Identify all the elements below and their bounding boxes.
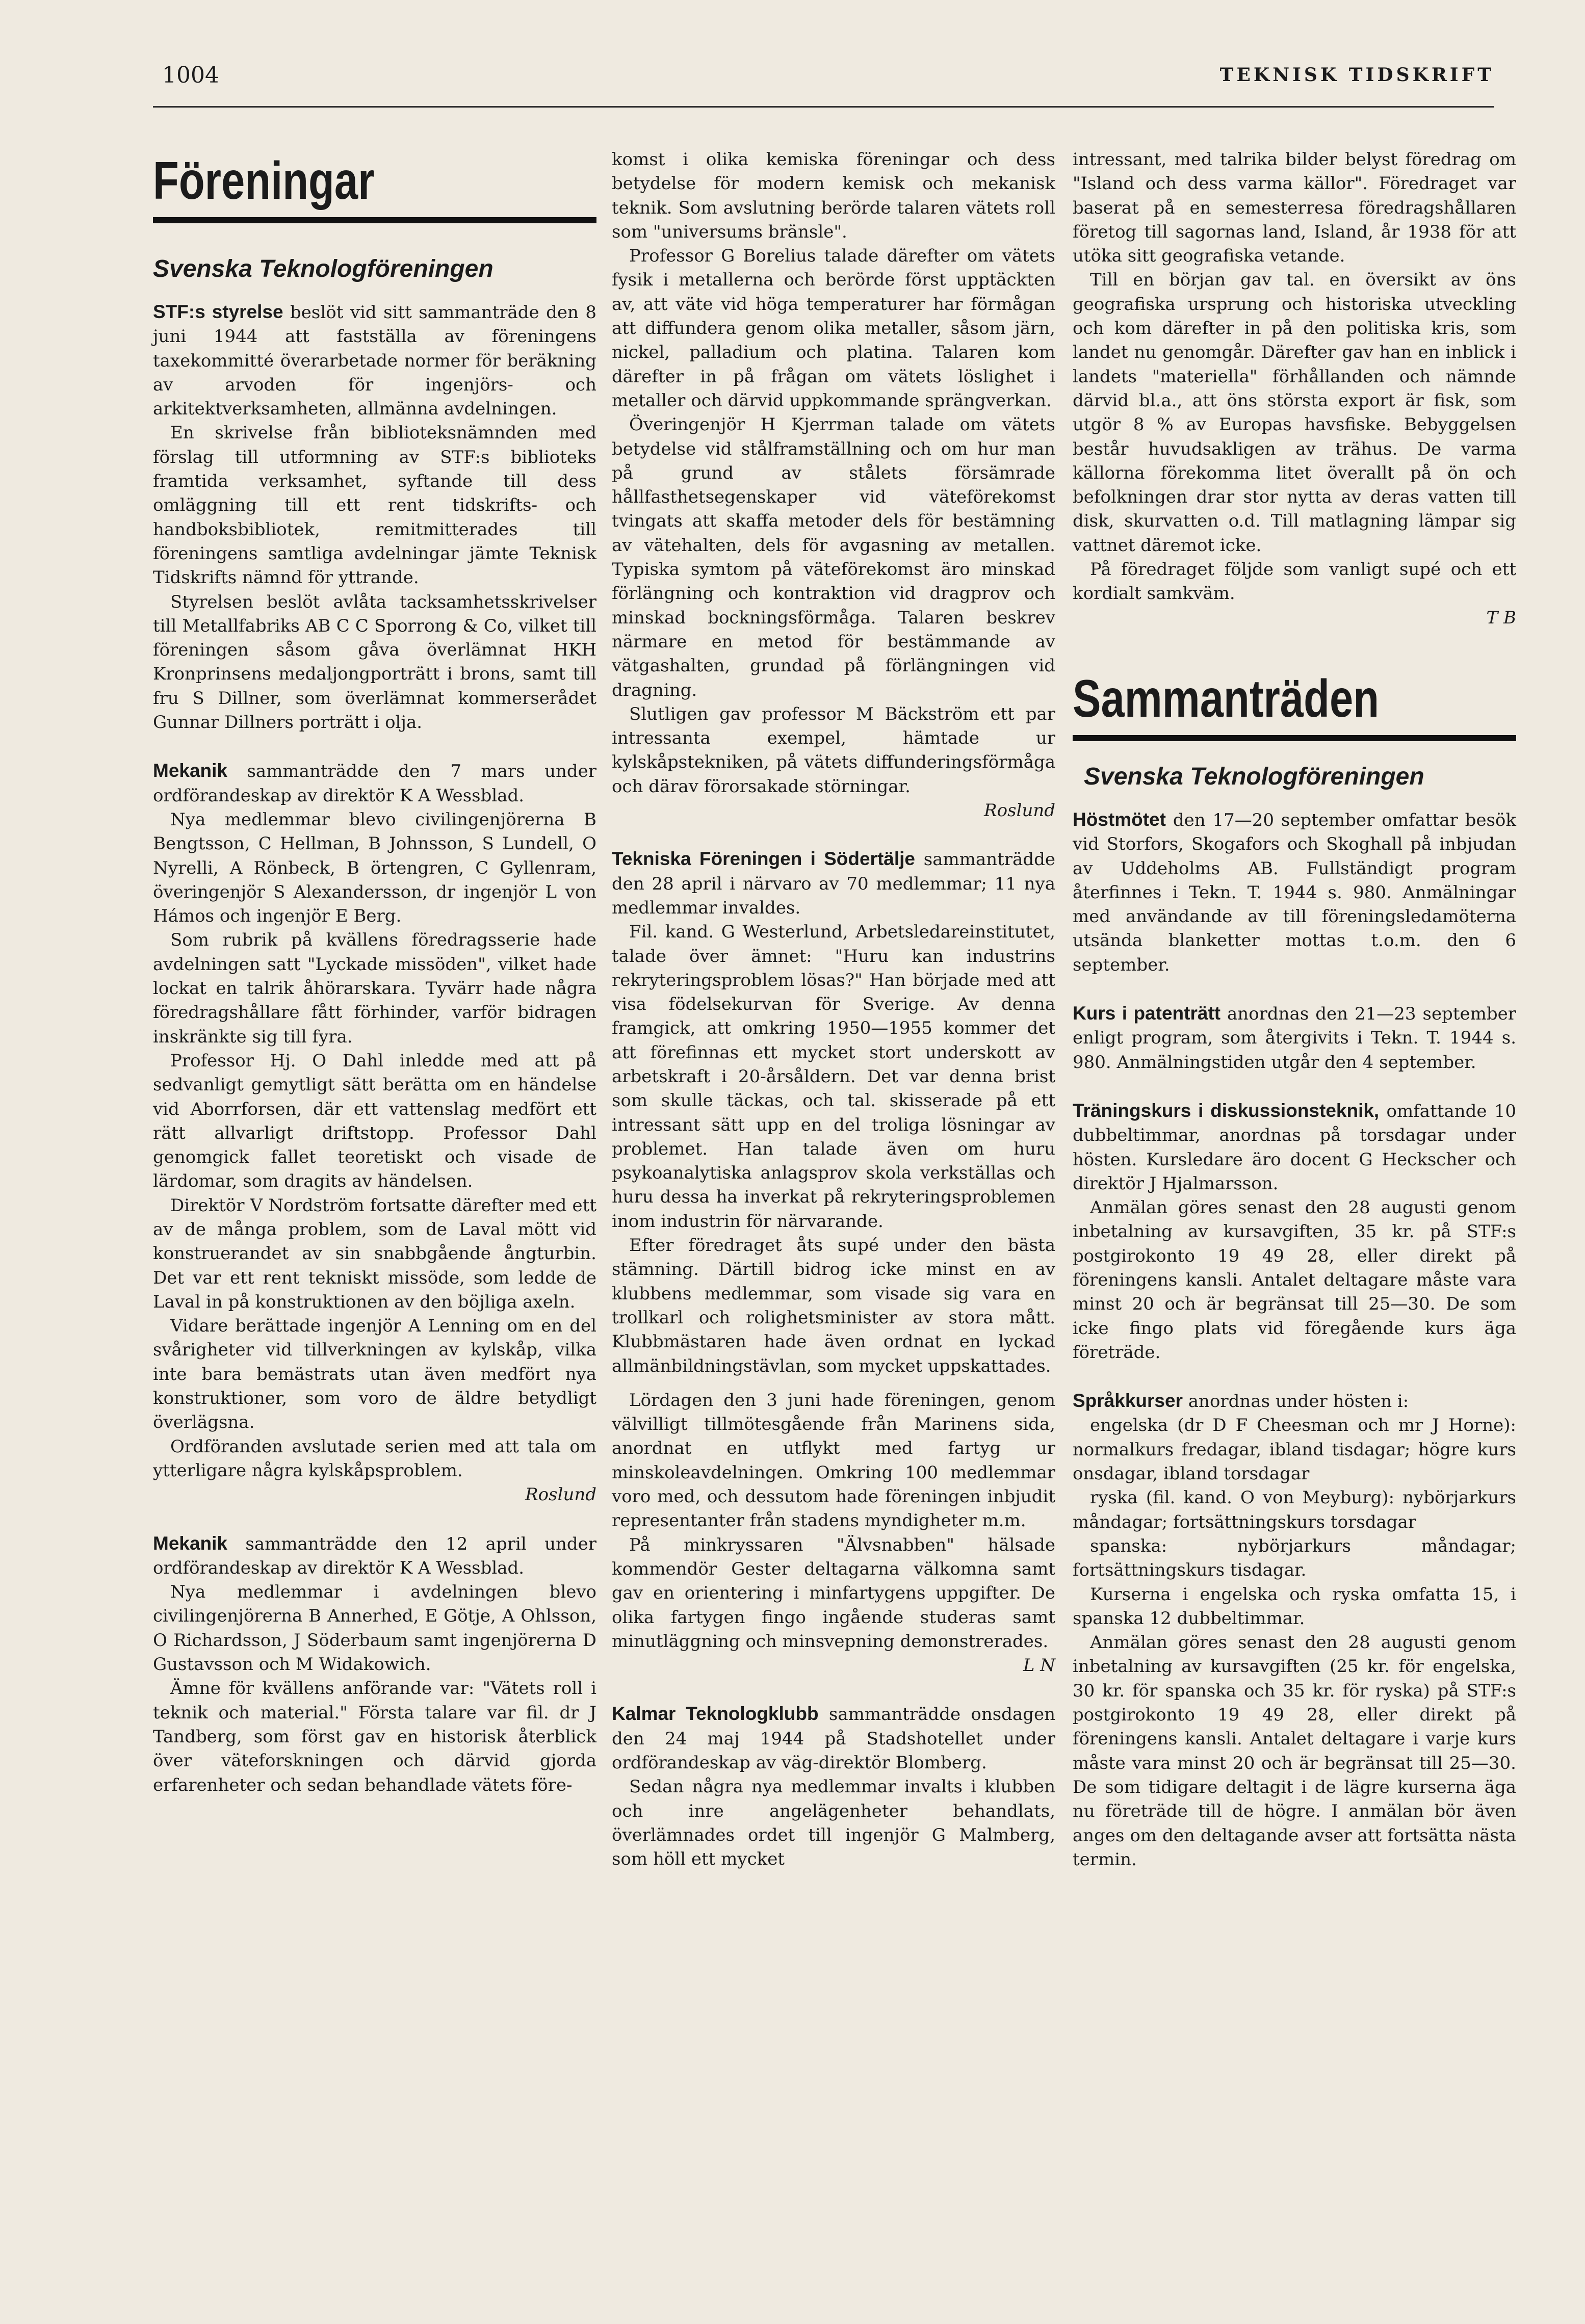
paragraph: På föredraget följde som vanligt supé och ett kordialt samkväm. [1073,559,1516,604]
paragraph: Mekanik sammanträdde den 12 april under ordförandeskap av direktör K A Wessblad. [153,1532,597,1578]
signature: T B [1486,607,1516,628]
item-heading: Mekanik [153,760,228,781]
paragraph: Direktör V Nordström fortsatte därefter med ett av de många problem, som de Laval mött vid konstruerandet av sin snabbgående ångturbin. Det var ett rent tekniskt missöde, som ledde de Laval in på konstruktionen av den böjliga axeln. [153,1195,596,1312]
paragraph: En skrivelse från biblioteksnämnden med förslag till utformning av STF:s biblioteks framtida verksamhet, syftande till dess omläggning till ett rent tidskrifts- och handboksbibliotek, remitmitterades till föreningens samtliga avdelningar jämte Teknisk Tidskrifts nämnd för yttrande. [153,423,596,588]
title-rule [1073,735,1516,741]
column-2 [612,148,1055,1871]
paragraph: Kurserna i engelska och ryska omfatta 15, i spanska 12 dubbeltimmar. [1073,1584,1516,1629]
paragraph: Kalmar Teknologklubb sammanträdde onsdagen den 24 maj 1944 på Stadshotellet under ordförandeskap av väg-direktör Blomberg. [612,1703,1055,1773]
paragraph: Fil. kand. G Westerlund, Arbetsledareinstitutet, talade över ämnet: "Huru kan industrins rekryteringsproblem lösas?" Han började med att visa födelsekurvan för Sverige. Av denna framgick, att omkring 1950—1955 kommer det att förefinnas ett mycket stort underskott av arbetskraft i 20-årsåldern. Det var denna brist som skulle täckas, och tal. skisserade på ett intressant sätt upp en del troliga lösningar av problemet. Han talade även om huru psykoanalytiska anlagsprov skola verkställas och huru dessa ha inverkat på rekryteringsproblemen inom industrin för närvarande. [612,922,1055,1232]
paragraph: Ämne för kvällens anförande var: "Vätets roll i teknik och material." Första talare var fil. dr J Tandberg, som först gav en historisk återblick över väteforskningen och därvid gjorda erfarenheter och sedan behandlade vätets före- [153,1678,596,1795]
paragraph: Nya medlemmar i avdelningen blevo civilingenjörerna B Annerhed, E Götje, A Ohlsson, O Richardsson, J Söderbaum samt ingenjörerna D Gustavsson och M Widakowich. [153,1582,596,1675]
paragraph: intressant, med talrika bilder belyst föredrag om "Island och dess varma källor". Föredraget var baserat på en semesterresa föredragshållaren företog till sagornas land, Island, år 1938 för att utöka sitt geografiska vetande. [1073,149,1516,267]
page-number: 1004 [162,62,219,88]
paragraph: Överingenjör H Kjerrman talade om vätets betydelse vid stålframställning och om hur man på grund av stålets försämrade hållfasthetsegenskaper vid väteförekomst tvingats att skaffa metoder dels för bestämning av vätehalten, dels för avgasning av metallen. Typiska symtom på väteförekomst äro minskad förlängning och kontraktion vid dragprov och minskad bockningsförmåga. Talaren beskrev närmare en metod för bestämmande av vätgashalten, grundad på förlängningen vid dragning. [612,414,1055,700]
item-heading: Kurs i patenträtt [1073,1003,1221,1024]
paragraph: På minkryssaren "Älvsnabben" hälsade kommendör Gester deltagarna välkomna samt gav en orientering i minfartygens uppgifter. De olika fartygen fingo ingående studeras samt minutläggning och minsvepning demonstrerades. [612,1534,1055,1652]
paragraph: Nya medlemmar blevo civilingenjörerna B Bengtsson, C Hellman, B Johnsson, S Lundell, O Nyrelli, A Rönbeck, B örtengren, C Gyllenram, överingenjör S Alexandersson, dr ingenjör L von Hámos och ingenjör E Berg. [153,809,596,927]
paragraph: Vidare berättade ingenjör A Lenning om en del svårigheter vid tillverkningen av kylskåp, vilka inte bara bemästrats utan även medfört nya konstruktioner, som voro de äldre betydligt överlägsna. [153,1316,596,1433]
paragraph: Mekanik sammanträdde den 7 mars under ordförandeskap av direktör K A Wessblad. [153,760,597,806]
journal-title: TEKNISK TIDSKRIFT [1219,64,1494,86]
signature: Roslund [525,1484,596,1505]
column-3 [1073,148,1516,1872]
item-heading: Träningskurs i diskussionsteknik, [1073,1100,1380,1121]
item-heading: Höstmötet [1073,808,1166,830]
section-title-sammantraden: Sammanträden [1073,669,1380,728]
paragraph: Professor G Borelius talade därefter om vätets fysik i metallerna och berörde först upptäckten av, att väte vid höga temperaturer har förmågan att diffundera genom olika metaller, såsom järn, nickel, palladium och platina. Talaren kom därefter in på frågan om vätets löslighet i metaller och därvid uppkommande sprängverkan. [612,246,1055,411]
paragraph: Kurs i patenträtt anordnas den 21—23 september enligt program, som återgivits i Tekn. T. 1944 s. 980. Anmälningstiden utgår den 4 september. [1073,1003,1516,1073]
paragraph: Sedan några nya medlemmar invalts i klubben och inre angelägenheter behandlats, överlämnades ordet till ingenjör G Malmberg, som höll ett mycket [612,1777,1055,1870]
paragraph: Höstmötet den 17—20 september omfattar besök vid Storfors, Skogafors och Skoghall på inbjudan av Uddeholms AB. Fullständigt program återfinnes i Tekn. T. 1944 s. 980. Anmälningar med användande av till föreningsledamöterna utsända blanketter mottas t.o.m. den 6 september. [1073,808,1517,975]
section-title-foreningar: Föreningar [153,151,375,211]
item-heading: Tekniska Föreningen i Södertälje [612,848,915,870]
paragraph: Slutligen gav professor M Bäckström ett par intressanta exempel, hämtade ur kylskåpstekniken, på vätets diffunderingsförmåga och därav förorsakade störningar. [612,703,1055,797]
item-heading: Mekanik [153,1532,228,1554]
list-item: ryska (fil. kand. O von Meyburg): nybörjarkurs måndagar; fortsättningskurs torsdagar [1073,1487,1516,1532]
item-heading: Språkkurser [1073,1390,1183,1412]
paragraph: STF:s styrelse beslöt vid sitt sammanträde den 8 juni 1944 att fastställa av föreningens taxekommitté överarbetade normer för beräkning av arvoden för ingenjörs- och arkitektverksamheten, allmänna avdelningen. [153,301,596,420]
signature: L N [1023,1655,1055,1676]
paragraph: komst i olika kemiska föreningar och dess betydelse för modern kemisk och mekanisk teknik. Som avslutning berörde talaren vätets roll som "universums bränsle". [612,149,1055,242]
list-item: engelska (dr D F Cheesman och mr J Horne): normalkurs fredagar, ibland tisdagar; högre kurs onsdagar, ibland torsdagar [1073,1415,1516,1484]
title-rule [153,217,596,223]
column-1 [153,148,596,1797]
paragraph: Professor Hj. O Dahl inledde med att på sedvanligt gemytligt sätt berätta om en händelse vid Aborrforsen, där ett vattenslag medfört ett rätt allvarligt driftstopp. Professor Dahl genomgick fallet teoretiskt och visade de lärdomar, som dragits av händelsen. [153,1050,596,1192]
paragraph: Som rubrik på kvällens föredragsserie hade avdelningen satt "Lyckade missöden", vilket hade lockat en talrik åhörarskara. Tyvärr hade några föredragshållare fått förhinder, varför bidragen inskränkte sig till fyra. [153,930,596,1047]
paragraph: Träningskurs i diskussionsteknik, omfattande 10 dubbeltimmar, anordnas på torsdagar under hösten. Kursledare äro docent G Heckscher och direktör J Hjalmarsson. [1073,1100,1517,1194]
subtitle-teknologforeningen: Svenska Teknologföreningen [1084,763,1424,790]
paragraph: Till en början gav tal. en översikt av öns geografiska ursprung och historiska utveckling och kom därefter in på den politiska kris, som landet nu genomgår. Därefter gav han en inblick i landets "materiella" förhållanden och nämnde därvid bl.a., att öns största export är fisk, som utgör 8 % av Europas havsfiske. Bebyggelsen består huvudsakligen av trähus. De varma källorna förekomma litet överallt på ön och befolkningen drar stor nytta av deras vatten till disk, skurvatten o.d. Till matlagning lämpar sig vattnet däremot icke. [1073,270,1516,556]
header-rule [153,106,1494,108]
paragraph: Efter föredraget åts supé under den bästa stämning. Därtill bidrog icke minst en av klubbens medlemmar, som visade sig vara en trollkarl och rolighetsminister av stora mått. Klubbmästaren hade även ordnat en lyckad allmänbildningstävlan, som mycket uppskattades. [612,1235,1055,1376]
paragraph: Styrelsen beslöt avlåta tacksamhetsskrivelser till Metallfabriks AB C C Sporrong & Co, vilket till föreningen såsom gåva överlämnat HKH Kronprinsens medaljongporträtt i brons, samt till fru S Dillner, som överlämnat kommerserådet Gunnar Dillners porträtt i olja. [153,591,596,733]
paragraph: Lördagen den 3 juni hade föreningen, genom välvilligt tillmötesgående från Marinens sida, anordnat en utflykt med fartyg ur minskoleavdelningen. Omkring 100 medlemmar voro med, och dessutom hade föreningen inbjudit representanter från stadens myndigheter m.m. [612,1390,1055,1531]
paragraph: Tekniska Föreningen i Södertälje sammanträdde den 28 april i närvaro av 70 medlemmar; 11 nya medlemmar invaldes. [612,848,1055,918]
paragraph: Ordföranden avslutade serien med att tala om ytterligare några kylskåpsproblem. [153,1436,596,1481]
paragraph: Anmälan göres senast den 28 augusti genom inbetalning av kursavgiften (25 kr. för engelska, 30 kr. för spanska och 35 kr. för ryska) på STF:s postgirokonto 19 49 28, eller direkt på föreningens kansli. Antalet deltagare i varje kurs måste vara minst 20 och är begränsat till 25—30. De som tidigare deltagit i de lägre kurserna äga nu företräde till de högre. I anmälan bör även anges om den deltagande avser att fortsätta nästa termin. [1073,1632,1516,1870]
item-heading: Kalmar Teknologklubb [612,1703,819,1725]
subtitle-teknologforeningen: Svenska Teknologföreningen [153,255,493,282]
paragraph: Språkkurser anordnas under hösten i: [1073,1390,1409,1412]
signature: Roslund [984,800,1055,821]
paragraph: Anmälan göres senast den 28 augusti genom inbetalning av kursavgiften, 35 kr. på STF:s postgirokonto 19 49 28, eller direkt på föreningens kansli. Antalet deltagare måste vara minst 20 och är begränsat till 25—30. De som icke fingo plats vid föregående kurs äga företräde. [1073,1197,1516,1363]
item-heading: STF:s styrelse [153,301,283,322]
list-item: spanska: nybörjarkurs måndagar; fortsättningskurs tisdagar. [1073,1535,1516,1581]
